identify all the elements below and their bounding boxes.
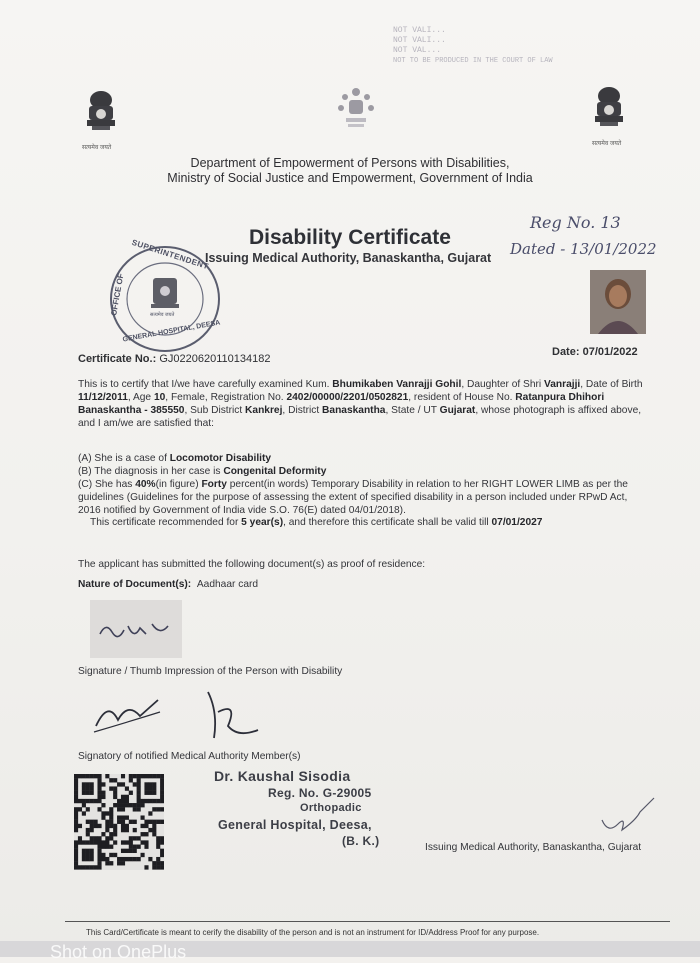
handwritten-reg-no: Reg No. 13 bbox=[530, 213, 621, 232]
footer-disclaimer: This Card/Certificate is meant to cerify the disability of the person and is not an instrument for ID/Address Proof for any purpose. bbox=[86, 928, 540, 937]
doctor-reg: Reg. No. G-29005 bbox=[268, 786, 372, 800]
qr-code bbox=[74, 774, 164, 870]
person-signature-label: Signature / Thumb Impression of the Person with Disability bbox=[78, 666, 343, 677]
handwritten-dated: Dated - 13/01/2022 bbox=[510, 240, 657, 258]
ministry-name: Ministry of Social Justice and Empowerment, Government of India bbox=[167, 171, 533, 185]
footer-divider bbox=[65, 921, 670, 922]
certificate-title: Disability Certificate bbox=[249, 226, 451, 249]
camera-watermark: Shot on OnePlus bbox=[50, 942, 187, 962]
finding-b: (B) The diagnosis in her case is Congenital Deformity bbox=[78, 466, 327, 477]
certificate-date: Date: 07/01/2022 bbox=[552, 346, 638, 358]
department-logo-icon bbox=[331, 82, 381, 137]
members-signatory-label: Signatory of notified Medical Authority Member(s) bbox=[78, 751, 301, 762]
national-emblem-right-icon: सत्यमेव जयते bbox=[588, 84, 630, 147]
finding-c: (C) She has 40%(in figure) Forty percent(in words) Temporary Disability in relation to her RIGHT LOWER LIMB as per the guidelines (Guidelines for the purpose of assessing the extent of specified disability in a person included under RPwD Act, 2016 notified by Government of India vide S.O. 76(E) dated 04/01/2018). bbox=[78, 479, 628, 516]
finding-a: (A) She is a case of Locomotor Disability bbox=[78, 453, 272, 464]
doctor-name: Dr. Kaushal Sisodia bbox=[214, 768, 351, 784]
hospital-seal: SUPERINTENDENT OFFICE OF GENERAL HOSPITAL, DEESA सत्यमेव जयते bbox=[108, 244, 222, 354]
doctor-department: Orthopadic bbox=[300, 802, 362, 814]
doctor-hospital: General Hospital, Deesa, bbox=[218, 818, 372, 832]
nature-of-document: Nature of Document(s): Aadhaar card bbox=[78, 579, 259, 590]
applicant-signature bbox=[90, 600, 182, 658]
applicant-photo bbox=[590, 270, 646, 334]
certification-paragraph: This is to certify that I/we have carefully examined Kum. Bhumikaben Vanrajji Gohil, Daughter of Shri Vanrajji, Date of Birth 11/12/2011, Age 10, Female, Registration No. 2402/00000/2201/0502821, resident of House No. Ratanpura Dhihori Banaskantha - 385550, Sub District Kankrej, District Banaskantha, State / UT Gujarat, whose photograph is affixed above, and I am/we are satisfied that: bbox=[78, 379, 643, 429]
certificate-number: Certificate No.: GJ0220620110134182 bbox=[78, 353, 271, 365]
issuing-authority-footer: Issuing Medical Authority, Banaskantha, Gujarat bbox=[425, 842, 642, 853]
not-valid-stamp: NOT VALI... NOT VALI... NOT VAL... NOT TO BE PRODUCED IN THE COURT OF LAW bbox=[393, 26, 553, 65]
validity-statement: This certificate recommended for 5 year(s), and therefore this certificate shall be valid till 07/01/2027 bbox=[90, 517, 543, 528]
issuing-authority-heading: Issuing Medical Authority, Banaskantha, Gujarat bbox=[205, 251, 492, 265]
department-name: Department of Empowerment of Persons with Disabilities, bbox=[190, 156, 510, 170]
documents-intro: The applicant has submitted the following document(s) as proof of residence: bbox=[78, 559, 426, 570]
national-emblem-left-icon: सत्यमेव जयते bbox=[80, 88, 122, 151]
doctor-place: (B. K.) bbox=[342, 834, 380, 848]
member-signatures bbox=[88, 682, 278, 744]
authority-signature bbox=[596, 790, 660, 838]
